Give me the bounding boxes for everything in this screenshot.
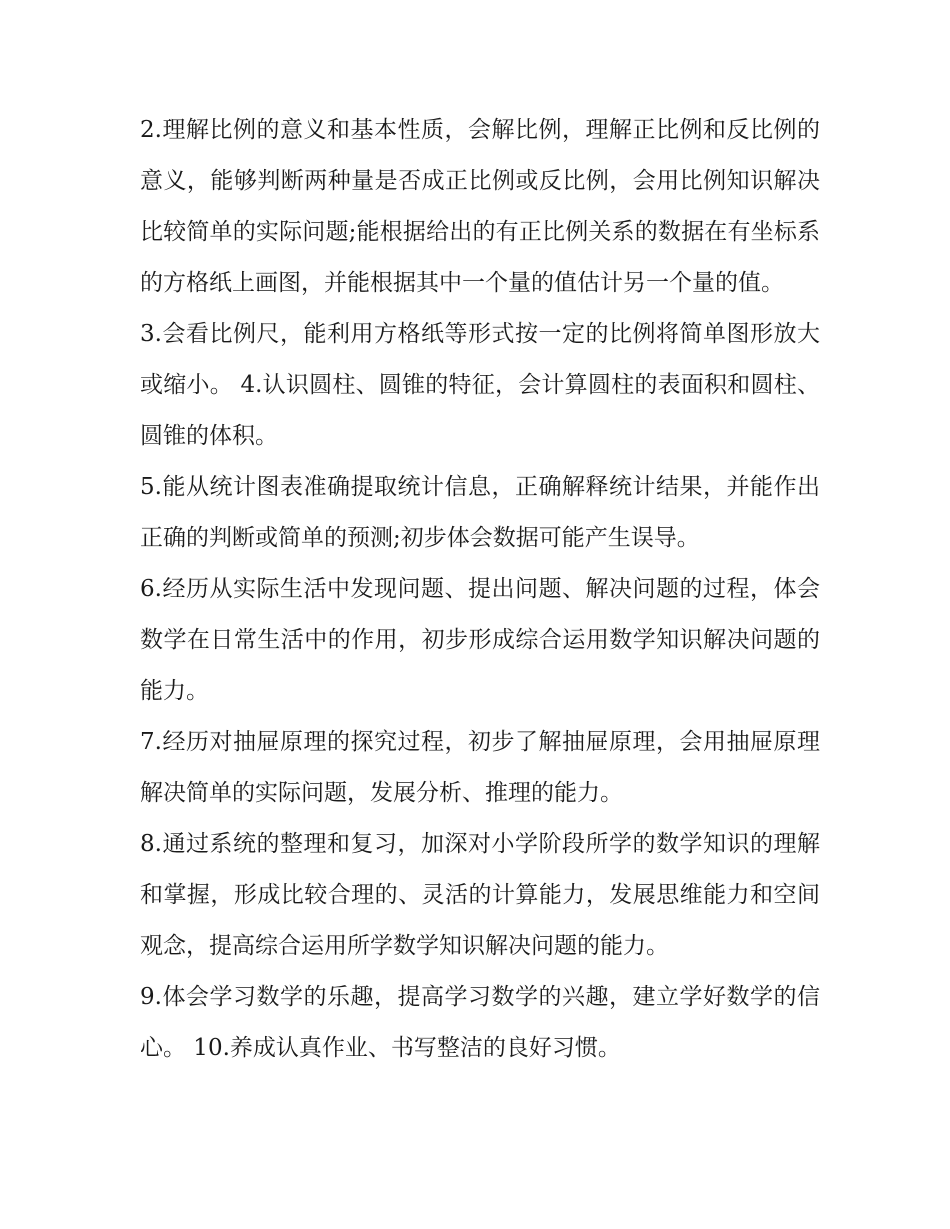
document-body bbox=[140, 105, 820, 1074]
paragraph-5: 5.能从统计图表准确提取统计信息，正确解释统计结果，并能作出正确的判断或简单的预测;初步体会数据可能产生误导。 bbox=[140, 474, 820, 551]
paragraph-3-4: 3.会看比例尺，能利用方格纸等形式按一定的比例将简单图形放大或缩小。 4.认识圆柱、圆锥的特征，会计算圆柱的表面积和圆柱、圆锥的体积。 bbox=[140, 321, 820, 449]
paragraph-9-10: 9.体会学习数学的乐趣，提高学习数学的兴趣，建立学好数学的信心。 10.养成认真作业、书写整洁的良好习惯。 bbox=[140, 984, 820, 1061]
paragraph-6: 6.经历从实际生活中发现问题、提出问题、解决问题的过程，体会数学在日常生活中的作用，初步形成综合运用数学知识解决问题的能力。 bbox=[140, 576, 820, 704]
paragraph-2: 2.理解比例的意义和基本性质，会解比例，理解正比例和反比例的意义，能够判断两种量是否成正比例或反比例，会用比例知识解决比较简单的实际问题;能根据给出的有正比例关系的数据在有坐标系的方格纸上画图，并能根据其中一个量的值估计另一个量的值。 bbox=[140, 117, 820, 296]
paragraph-8: 8.通过系统的整理和复习，加深对小学阶段所学的数学知识的理解和掌握，形成比较合理的、灵活的计算能力，发展思维能力和空间观念，提高综合运用所学数学知识解决问题的能力。 bbox=[140, 831, 820, 959]
paragraph-7: 7.经历对抽屉原理的探究过程，初步了解抽屉原理，会用抽屉原理解决简单的实际问题，发展分析、推理的能力。 bbox=[140, 729, 820, 806]
